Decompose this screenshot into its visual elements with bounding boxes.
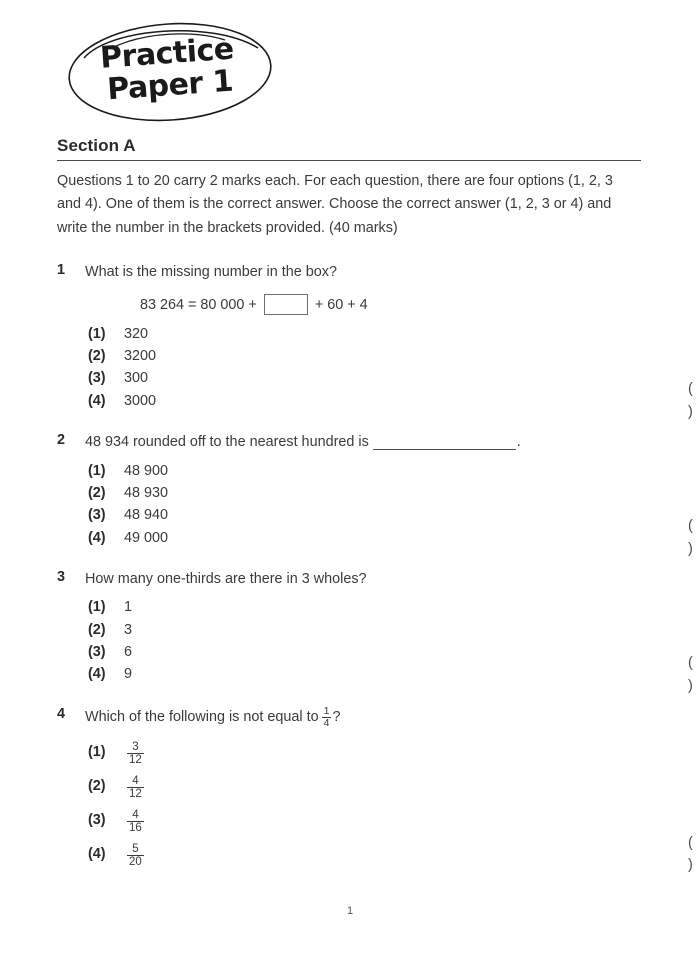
section-instructions: Questions 1 to 20 carry 2 marks each. For each question, there are four options (1, 2, 3 and 4). One of them is the correct answer. Choose the correct answer (1, 2, 3 or 4) and write the number in the brackets provided. (40 marks) — [57, 173, 613, 236]
question-3 — [0, 568, 700, 694]
question-4-options — [0, 735, 700, 874]
question-4-stem-before: Which of the following is not equal to — [85, 708, 319, 725]
equation-right: + 60 + 4 — [314, 296, 368, 313]
question-2-number: 2 — [57, 431, 66, 448]
option-value: 3 — [124, 621, 133, 638]
question-2-head — [0, 432, 700, 454]
fraction-denominator: 12 — [129, 787, 142, 800]
equation-left: 83 264 = 80 000 + — [140, 296, 257, 313]
option-label: (1) — [88, 462, 106, 479]
practice-paper-logo — [62, 14, 278, 126]
fraction-numerator: 4 — [132, 774, 139, 787]
option-label: (2) — [88, 484, 106, 501]
option-label: (2) — [88, 621, 106, 638]
question-4 — [0, 706, 700, 872]
option-row[interactable] — [88, 641, 700, 663]
option-fraction — [119, 775, 144, 801]
question-1-head — [0, 262, 700, 284]
option-row[interactable] — [88, 596, 700, 618]
option-label: (3) — [88, 812, 106, 829]
question-2 — [0, 431, 700, 557]
question-3-options — [0, 596, 700, 694]
logo-text — [58, 7, 281, 134]
option-row[interactable] — [88, 655, 700, 694]
questions-list — [0, 262, 700, 891]
option-row[interactable] — [88, 482, 700, 504]
question-2-stem — [85, 432, 700, 454]
option-label: (2) — [88, 778, 106, 795]
option-label: (3) — [88, 370, 106, 387]
section-divider — [57, 160, 641, 161]
option-value: 320 — [124, 325, 149, 342]
stem-fraction — [322, 706, 332, 730]
section-title: Section A — [57, 136, 136, 155]
option-value: 1 — [124, 599, 133, 616]
page-number: 1 — [346, 905, 354, 917]
option-label: (1) — [88, 325, 106, 342]
option-label: (3) — [88, 644, 106, 661]
option-label: (4) — [88, 846, 106, 863]
option-label: (4) — [88, 666, 106, 683]
question-2-options — [0, 460, 700, 557]
option-fraction — [119, 843, 144, 869]
option-value: 48 940 — [124, 507, 169, 524]
option-label: (4) — [88, 529, 106, 546]
option-row[interactable] — [88, 619, 700, 641]
logo-line-1: Practice — [99, 31, 235, 76]
option-value: 49 000 — [124, 529, 169, 546]
question-4-stem-after: ? — [332, 708, 341, 725]
option-label: (1) — [88, 744, 106, 761]
option-value: 3200 — [124, 347, 157, 364]
option-row[interactable] — [88, 345, 700, 367]
fraction-denominator: 4 — [323, 717, 330, 730]
option-value: 6 — [124, 644, 133, 661]
fraction-denominator: 12 — [129, 753, 142, 766]
option-fraction — [119, 809, 144, 835]
option-label: (4) — [88, 392, 106, 409]
option-row[interactable] — [88, 735, 700, 769]
option-row[interactable] — [88, 803, 700, 837]
question-1-stem: What is the missing number in the box? — [85, 264, 337, 280]
option-label: (3) — [88, 507, 106, 524]
section-heading-block — [57, 136, 641, 161]
fraction-numerator: 5 — [132, 842, 139, 855]
option-value: 48 930 — [124, 484, 169, 501]
option-row[interactable] — [88, 769, 700, 803]
question-4-head — [0, 706, 700, 730]
option-value: 3000 — [124, 392, 157, 409]
question-3-stem: How many one-thirds are there in 3 wholes? — [85, 570, 367, 587]
option-row[interactable] — [88, 518, 700, 557]
question-1 — [0, 262, 700, 420]
fraction-numerator: 3 — [132, 740, 139, 753]
option-label: (1) — [88, 599, 106, 616]
missing-number-box[interactable] — [264, 294, 308, 315]
question-1-number: 1 — [57, 262, 66, 278]
question-2-stem-after: . — [516, 433, 521, 450]
option-label: (2) — [88, 347, 106, 364]
fraction-numerator: 1 — [323, 704, 330, 717]
option-row[interactable] — [88, 460, 700, 482]
question-2-stem-before: 48 934 rounded off to the nearest hundred is — [85, 433, 369, 450]
fraction-denominator: 20 — [129, 855, 142, 868]
question-4-stem — [85, 706, 700, 730]
logo-line-2: Paper 1 — [106, 63, 235, 108]
option-fraction — [119, 741, 144, 767]
question-1-options — [0, 323, 700, 420]
option-row[interactable] — [88, 381, 700, 420]
question-4-number: 4 — [57, 705, 66, 722]
option-value: 300 — [124, 370, 149, 387]
answer-blank-line[interactable] — [373, 436, 516, 450]
fraction-denominator: 16 — [129, 821, 142, 834]
answer-brackets[interactable]: ( ) — [688, 835, 700, 874]
option-row[interactable] — [88, 504, 700, 526]
option-row[interactable] — [88, 367, 700, 389]
option-value: 9 — [124, 666, 133, 683]
fraction-numerator: 4 — [132, 808, 139, 821]
answer-brackets[interactable]: ( ) — [688, 381, 700, 420]
option-row[interactable] — [88, 323, 700, 345]
question-1-equation — [140, 293, 700, 317]
question-3-head — [0, 569, 700, 591]
answer-brackets[interactable]: ( ) — [688, 655, 700, 694]
option-row[interactable] — [88, 835, 700, 874]
answer-brackets[interactable]: ( ) — [688, 518, 700, 557]
question-3-number: 3 — [57, 568, 66, 585]
option-value: 48 900 — [124, 462, 169, 479]
